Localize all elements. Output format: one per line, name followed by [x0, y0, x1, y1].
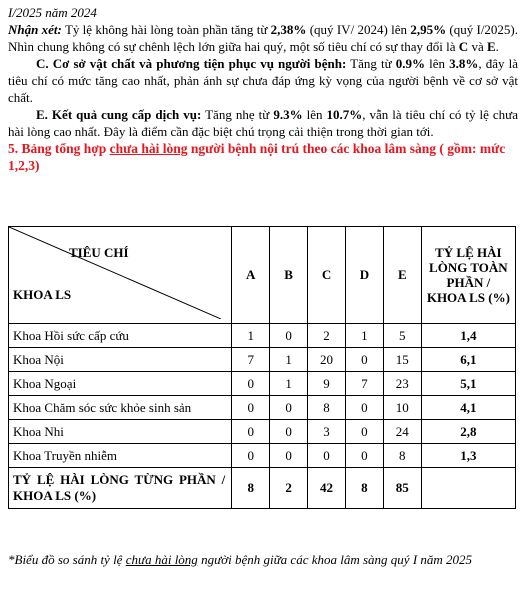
table-cell: 23 — [383, 372, 421, 396]
note-criterion-c: C — [458, 39, 469, 54]
table-cell: 5 — [383, 324, 421, 348]
table-row — [9, 348, 516, 372]
rate-column-header: TỶ LỆ HÀI LÒNG TOÀN PHẦN / KHOA LS (%) — [421, 227, 515, 324]
table-row — [9, 396, 516, 420]
table-cell: 1 — [345, 324, 383, 348]
table-cell: 15 — [383, 348, 421, 372]
column-header: C — [321, 267, 332, 282]
corner-bottom-label: KHOA LS — [13, 287, 72, 302]
rate-cell: 6,1 — [421, 348, 515, 372]
table-corner-cell — [9, 227, 232, 324]
note-text: (quý I/2025). Nhìn chung không có sự chênh lệch lớn giữa hai quý, một số tiêu chí có sự thay đổi là — [8, 22, 519, 54]
paragraph-e-text: lên — [302, 107, 327, 122]
table-cell: 0 — [345, 348, 383, 372]
table-cell: 24 — [383, 420, 421, 444]
table-cell: 7 — [232, 348, 270, 372]
paragraph-e-text: , vẫn là tiêu chí có tỷ lệ chưa hài lòng cao nhất. Đây là điểm cần đặc biệt chú trọng cải thiện trong thời gian tới. — [8, 107, 518, 139]
total-cell: 8 — [232, 468, 270, 509]
paragraph-e-value-2: 10.7% — [326, 107, 363, 122]
footnote-suffix: người bệnh giữa các khoa lâm sàng quý I năm 2025 — [197, 552, 473, 567]
department-table — [8, 226, 516, 509]
table-cell: 0 — [308, 444, 346, 468]
table-cell: 1 — [232, 324, 270, 348]
table-cell: 10 — [383, 396, 421, 420]
paragraph-c-text: Tăng từ — [346, 56, 396, 71]
rate-cell: 2,8 — [421, 420, 515, 444]
table-row — [9, 372, 516, 396]
paragraph-c-title: C. Cơ sở vật chất và phương tiện phục vụ người bệnh: — [36, 56, 347, 71]
department-name: Khoa Chăm sóc sức khỏe sinh sản — [9, 396, 232, 420]
table-cell: 1 — [270, 372, 308, 396]
table-cell: 0 — [270, 420, 308, 444]
section-5-heading — [8, 140, 518, 174]
department-name: Khoa Hồi sức cấp cứu — [9, 324, 232, 348]
table-cell: 0 — [345, 420, 383, 444]
rate-cell: 5,1 — [421, 372, 515, 396]
paragraph-e-text: Tăng nhẹ từ — [201, 107, 274, 122]
footnote-prefix: *Biểu đồ so sánh tỷ lệ — [8, 552, 126, 567]
rate-cell: 1,3 — [421, 444, 515, 468]
column-header: D — [359, 267, 370, 282]
note-value-1: 2,38% — [270, 22, 307, 37]
section-5-suffix: người bệnh nội trú theo các khoa lâm sàng ( gồm: mức 1,2,3) — [8, 141, 506, 173]
note-text: . — [495, 39, 499, 54]
section-5-underlined: chưa hài lòng — [109, 141, 188, 156]
total-label: TỶ LỆ HÀI LÒNG TỪNG PHẦN / KHOA LS (%) — [9, 468, 232, 509]
table-cell: 0 — [232, 372, 270, 396]
table-cell: 0 — [270, 444, 308, 468]
table-cell: 9 — [308, 372, 346, 396]
header-date: I/2025 năm 2024 — [8, 5, 97, 20]
section-5-prefix: 5. Bảng tổng hợp — [8, 141, 110, 156]
paragraph-e — [8, 106, 518, 140]
diagonal-line — [9, 227, 221, 319]
chart-footnote — [8, 551, 518, 568]
total-cell: 2 — [270, 468, 308, 509]
paragraph-c-text: lên — [425, 56, 450, 71]
note-paragraph — [8, 21, 518, 55]
table-cell: 0 — [345, 444, 383, 468]
table-cell: 7 — [345, 372, 383, 396]
note-text: và — [468, 39, 487, 54]
table-cell: 8 — [308, 396, 346, 420]
rate-cell: 1,4 — [421, 324, 515, 348]
total-cell: 85 — [383, 468, 421, 509]
paragraph-c-value-2: 3.8% — [449, 56, 479, 71]
table-cell: 8 — [383, 444, 421, 468]
department-name: Khoa Ngoại — [9, 372, 232, 396]
paragraph-e-title: E. Kết quả cung cấp dịch vụ: — [36, 107, 202, 122]
note-criterion-e: E — [486, 39, 496, 54]
table-row — [9, 444, 516, 468]
column-header: B — [284, 267, 293, 282]
note-text: (quý IV/ 2024) lên — [306, 22, 411, 37]
table-cell: 0 — [232, 444, 270, 468]
total-cell: 8 — [345, 468, 383, 509]
footnote-underlined: chưa hài lòng — [125, 552, 198, 567]
table-cell: 3 — [308, 420, 346, 444]
department-name: Khoa Nhi — [9, 420, 232, 444]
column-header: E — [397, 267, 407, 282]
table-cell: 0 — [232, 396, 270, 420]
paragraph-c-text: , đây là tiêu chí có mức tăng cao nhất, phản ánh sự chưa đáp ứng kỳ vọng của người bệnh về cơ sở vật chất. — [8, 56, 518, 105]
rate-cell: 4,1 — [421, 396, 515, 420]
table-cell: 0 — [345, 396, 383, 420]
table-cell: 2 — [308, 324, 346, 348]
note-value-2: 2,95% — [410, 22, 447, 37]
table-cell: 0 — [232, 420, 270, 444]
paragraph-c-value-1: 0.9% — [395, 56, 426, 71]
table-header-row — [9, 227, 516, 324]
table-row — [9, 324, 516, 348]
paragraph-e-value-1: 9.3% — [273, 107, 303, 122]
table-row — [9, 420, 516, 444]
corner-top-label: TIÊU CHÍ — [69, 245, 129, 260]
table-cell: 0 — [270, 324, 308, 348]
table-cell: 20 — [308, 348, 346, 372]
table-cell: 1 — [270, 348, 308, 372]
column-header: A — [246, 267, 256, 282]
total-rate-cell — [421, 468, 515, 509]
total-cell: 42 — [308, 468, 346, 509]
department-name: Khoa Truyền nhiễm — [9, 444, 232, 468]
document-page — [8, 0, 518, 174]
paragraph-c — [8, 55, 518, 106]
table-total-row — [9, 468, 516, 509]
note-label: Nhận xét: — [8, 22, 62, 37]
department-name: Khoa Nội — [9, 348, 232, 372]
note-text: Tỷ lệ không hài lòng toàn phần tăng từ — [61, 22, 271, 37]
table-cell: 0 — [270, 396, 308, 420]
